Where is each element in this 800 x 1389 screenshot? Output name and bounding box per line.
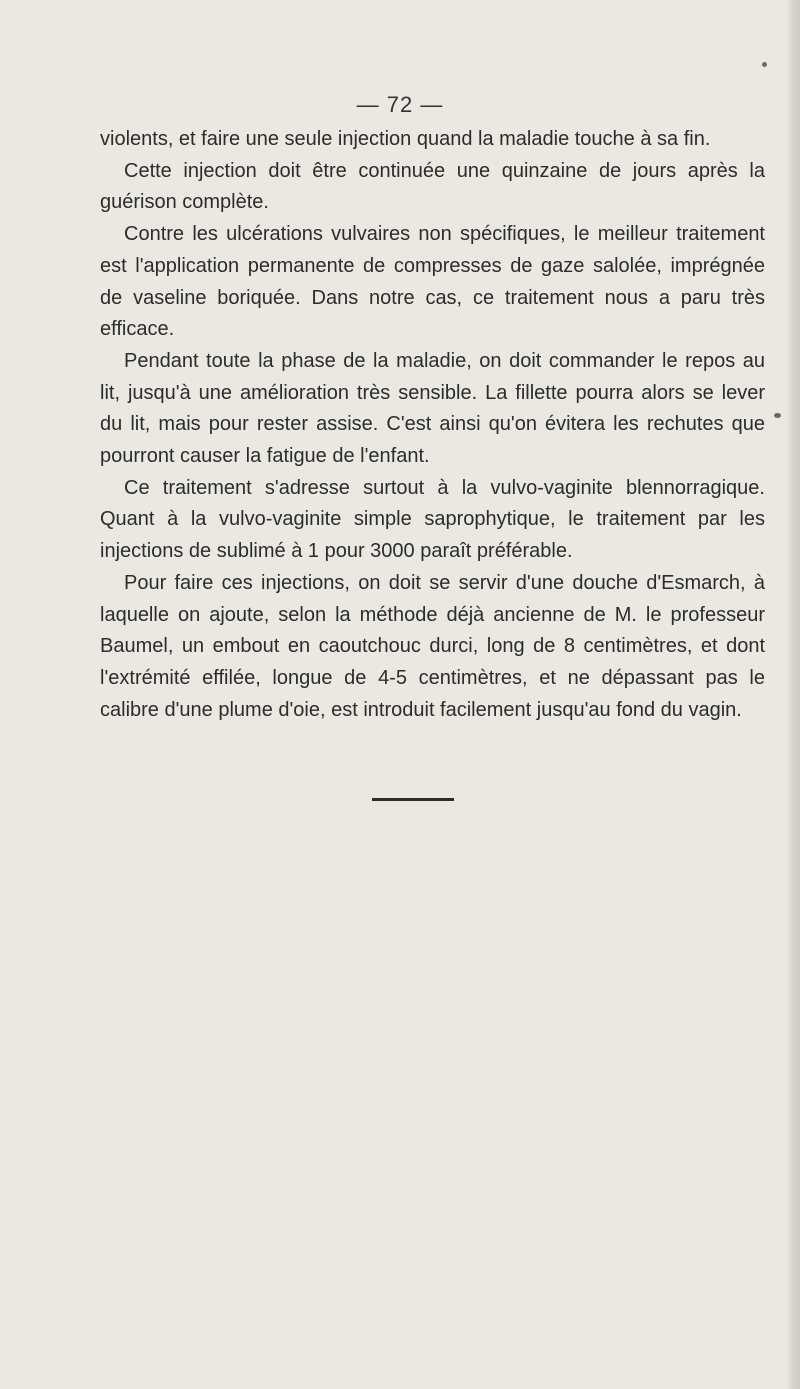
paragraph: violents, et faire une seule injection quand la maladie touche à sa fin. bbox=[100, 128, 711, 150]
ink-speck bbox=[774, 413, 781, 418]
end-rule bbox=[372, 798, 454, 801]
page-number: — 72 — bbox=[356, 92, 444, 117]
paragraph: Ce traitement s'adresse surtout à la vulvo-vaginite blennorragique. Quant à la vulvo-vaginite simple saprophytique, le traitement par les injections de sublimé à 1 pour 3000 paraît préférable. bbox=[100, 476, 765, 563]
paragraph: Contre les ulcérations vulvaires non spécifiques, le meilleur traitement est l'application permanente de compresses de gaze salolée, imprégnée de vaseline boriquée. Dans notre cas, ce traitement nous a paru très efficace. bbox=[100, 223, 765, 341]
ink-speck bbox=[762, 62, 767, 67]
paragraph: Cette injection doit être continuée une quinzaine de jours après la guérison complète. bbox=[100, 159, 765, 214]
paragraph: Pendant toute la phase de la maladie, on doit commander le repos au lit, jusqu'à une amélioration très sensible. La fillette pourra alors se lever du lit, mais pour rester assise. C'est ainsi qu'on évitera les rechutes que pourront causer la fatigue de l'enfant. bbox=[100, 349, 765, 468]
paragraph: Pour faire ces injections, on doit se servir d'une douche d'Esmarch, à laquelle on ajoute, selon la méthode déjà ancienne de M. le professeur Baumel, un embout en caoutchouc durci, long de 8 centimètres, et dont l'extrémité effilée, longue de 4-5 centimètres, et ne dépassant pas le calibre d'une plume d'oie, est introduit facilement jusqu'au fond du vagin. bbox=[100, 571, 765, 721]
page-edge-shadow bbox=[786, 0, 800, 1389]
body-text bbox=[100, 124, 765, 726]
